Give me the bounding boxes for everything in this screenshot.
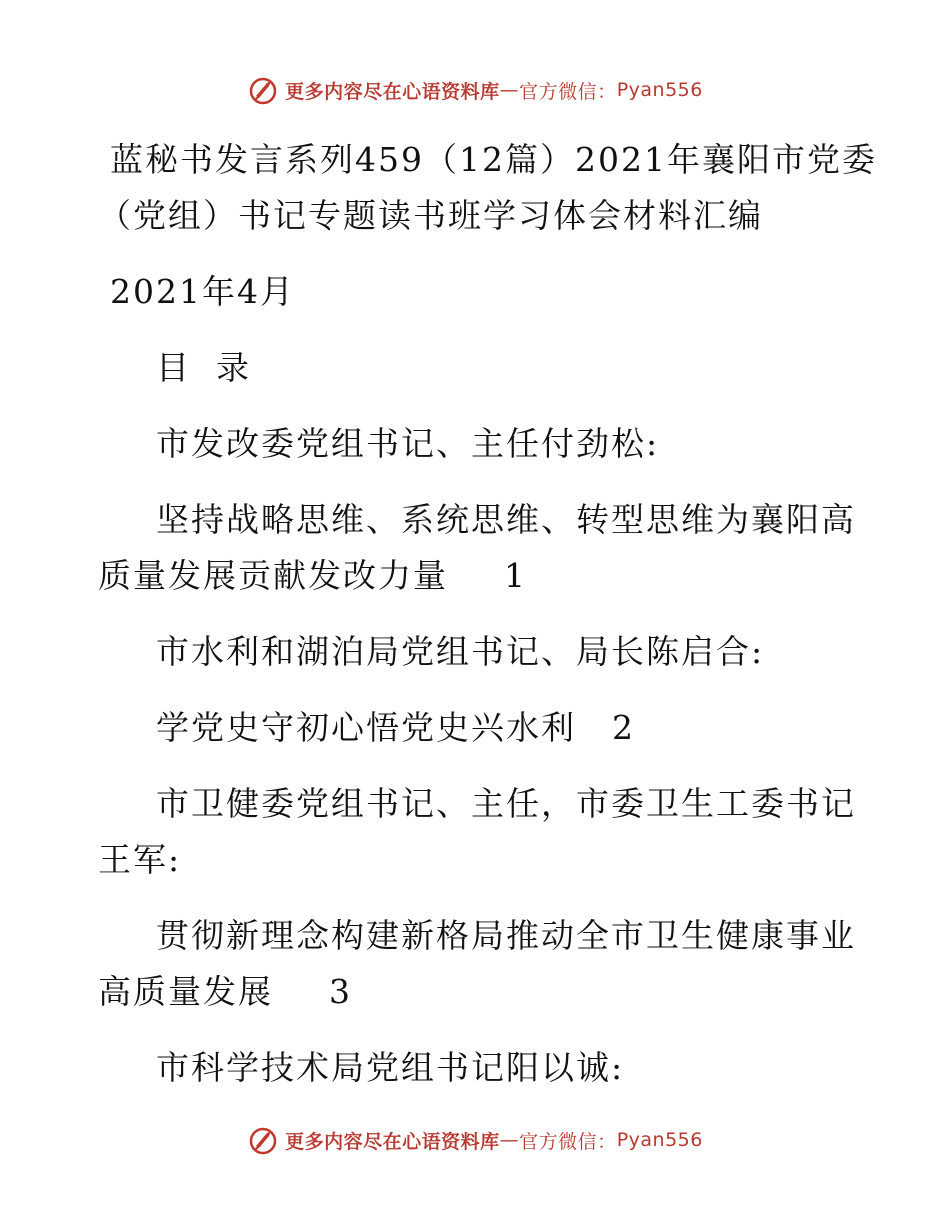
toc-entry-3-title-text: 高质量发展: [98, 972, 273, 1011]
toc-entry-2-title-text: 学党史守初心悟党史兴水利: [156, 708, 576, 747]
banner-wechat-handle: Pyan556: [616, 1129, 703, 1151]
toc-entry-1-title-line-2: [98, 548, 858, 604]
banner-wechat-label: 官方微信：: [519, 1130, 617, 1153]
toc-entry-1-title-line-1: 坚持战略思维、系统思维、转型思维为襄阳高: [156, 500, 856, 539]
document-body: [98, 120, 877, 1096]
toc-heading: 目 录: [156, 348, 251, 387]
toc-entry-1-author: 市发改委党组书记、主任付劲松:: [156, 424, 660, 463]
banner-dash: —: [499, 1129, 520, 1151]
document-date: 2021年4月: [110, 272, 295, 311]
toc-entry-2-title: [98, 700, 858, 756]
toc-entry-3-title-line-2: [98, 964, 858, 1020]
toc-entry-2-author: 市水利和湖泊局党组书记、局长陈启合:: [156, 632, 765, 671]
toc-entry-3-author-line-2: 王军:: [98, 840, 182, 879]
quill-logo-icon: [247, 74, 279, 106]
banner-wechat-label: 官方微信：: [519, 80, 617, 103]
banner-wechat-handle: Pyan556: [616, 79, 703, 101]
toc-entry-3-title-line-1: 贯彻新理念构建新格局推动全市卫生健康事业: [156, 916, 856, 955]
footer-watermark-banner: [0, 1120, 950, 1160]
banner-dash: —: [499, 79, 520, 101]
document-title-line-1: 蓝秘书发言系列459（12篇）2021年襄阳市党委: [110, 140, 877, 179]
toc-entry-4-author: 市科学技术局党组书记阳以诚:: [156, 1048, 625, 1087]
quill-logo-icon: [247, 1124, 279, 1156]
banner-main-text: 更多内容尽在心语资料库: [285, 1130, 500, 1153]
header-watermark-banner: [0, 70, 950, 110]
toc-entry-3-page-number: 3: [329, 972, 352, 1011]
toc-entry-1-title-text: 质量发展贡献发改力量: [98, 556, 448, 595]
toc-entry-2-page-number: 2: [612, 708, 635, 747]
banner-main-text: 更多内容尽在心语资料库: [285, 80, 500, 103]
toc-entry-1-page-number: 1: [504, 556, 527, 595]
toc-entry-3-author-line-1: 市卫健委党组书记、主任，市委卫生工委书记: [156, 784, 856, 823]
document-title-line-2: （党组）书记专题读书班学习体会材料汇编: [98, 196, 763, 235]
